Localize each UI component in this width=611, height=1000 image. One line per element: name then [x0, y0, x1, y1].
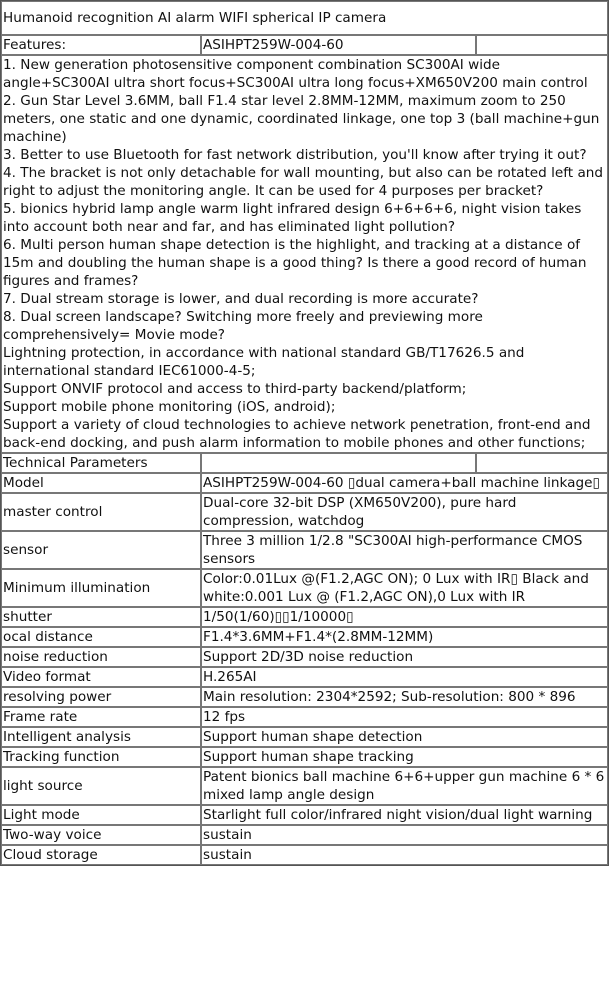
feature-item: 5. bionics hybrid lamp angle warm light infrared design 6+6+6+6, night vision takes into account both near and far, and has eliminated light pollution?	[3, 201, 582, 235]
param-value: H.265AI	[201, 667, 608, 687]
param-row	[1, 747, 608, 767]
param-row	[1, 767, 608, 805]
param-value: sustain	[201, 845, 608, 865]
param-row	[1, 627, 608, 647]
product-title: Humanoid recognition AI alarm WIFI spherical IP camera	[1, 1, 608, 35]
features-list	[1, 55, 608, 453]
param-name: resolving power	[1, 687, 201, 707]
feature-item: Support mobile phone monitoring (iOS, android);	[3, 399, 336, 415]
param-name: Minimum illumination	[1, 569, 201, 607]
param-name: light source	[1, 767, 201, 805]
param-value: Support human shape detection	[201, 727, 608, 747]
param-name: sensor	[1, 531, 201, 569]
param-name: Tracking function	[1, 747, 201, 767]
param-name: master control	[1, 493, 201, 531]
feature-item: Support a variety of cloud technologies to achieve network penetration, front-end and back-end docking, and push alarm information to mobile phones and other functions;	[3, 417, 591, 451]
param-name: Light mode	[1, 805, 201, 825]
param-name: noise reduction	[1, 647, 201, 667]
param-name: Two-way voice	[1, 825, 201, 845]
feature-item: 1. New generation photosensitive component combination SC300AI wide angle+SC300AI ultra short focus+SC300AI ultra long focus+XM650V200 main control	[3, 57, 588, 91]
param-row	[1, 687, 608, 707]
feature-item: 7. Dual stream storage is lower, and dual recording is more accurate?	[3, 291, 479, 307]
param-name: Video format	[1, 667, 201, 687]
param-value: F1.4*3.6MM+F1.4*(2.8MM-12MM)	[201, 627, 608, 647]
param-name: Frame rate	[1, 707, 201, 727]
feature-item: 4. The bracket is not only detachable for wall mounting, but also can be rotated left and right to adjust the monitoring angle. It can be used for 4 purposes per bracket?	[3, 165, 604, 199]
feature-item: Support ONVIF protocol and access to third-party backend/platform;	[3, 381, 467, 397]
empty-cell	[201, 453, 476, 473]
param-name: shutter	[1, 607, 201, 627]
tech-params-label: Technical Parameters	[1, 453, 201, 473]
feature-item: 2. Gun Star Level 3.6MM, ball F1.4 star level 2.8MM-12MM, maximum zoom to 250 meters, one static and one dynamic, coordinated linkage, one top 3 (ball machine+gun machine)	[3, 93, 600, 145]
param-row	[1, 473, 608, 493]
feature-item: 6. Multi person human shape detection is the highlight, and tracking at a distance of 15m and doubling the human shape is a good thing? Is there a good record of human figures and frames?	[3, 237, 587, 289]
param-value: Main resolution: 2304*2592; Sub-resolution: 800 * 896	[201, 687, 608, 707]
param-row	[1, 647, 608, 667]
param-value: Support human shape tracking	[201, 747, 608, 767]
param-row	[1, 531, 608, 569]
param-row	[1, 707, 608, 727]
param-row	[1, 805, 608, 825]
param-name: Intelligent analysis	[1, 727, 201, 747]
features-model: ASIHPT259W-004-60	[201, 35, 476, 55]
empty-cell	[476, 35, 608, 55]
param-name: ocal distance	[1, 627, 201, 647]
param-row	[1, 493, 608, 531]
empty-cell	[476, 453, 608, 473]
features-label: Features:	[1, 35, 201, 55]
param-name: Cloud storage	[1, 845, 201, 865]
param-row	[1, 569, 608, 607]
param-value: 1/50(1/60)▯▯1/10000▯	[201, 607, 608, 627]
param-name: Model	[1, 473, 201, 493]
param-row	[1, 845, 608, 865]
param-value: Support 2D/3D noise reduction	[201, 647, 608, 667]
param-value: 12 fps	[201, 707, 608, 727]
param-value: Color:0.01Lux @(F1.2,AGC ON); 0 Lux with IR▯ Black and white:0.001 Lux @ (F1.2,AGC ON),0 Lux with IR	[201, 569, 608, 607]
param-value: Starlight full color/infrared night vision/dual light warning	[201, 805, 608, 825]
param-row	[1, 825, 608, 845]
param-row	[1, 667, 608, 687]
feature-item: 8. Dual screen landscape? Switching more freely and previewing more comprehensively= Movie mode?	[3, 309, 483, 343]
param-value: Three 3 million 1/2.8 "SC300AI high-performance CMOS sensors	[201, 531, 608, 569]
feature-item: Lightning protection, in accordance with national standard GB/T17626.5 and international standard IEC61000-4-5;	[3, 345, 525, 379]
param-row	[1, 727, 608, 747]
param-value: ASIHPT259W-004-60 ▯dual camera+ball machine linkage▯	[201, 473, 608, 493]
param-value: sustain	[201, 825, 608, 845]
param-value: Dual-core 32-bit DSP (XM650V200), pure hard compression, watchdog	[201, 493, 608, 531]
feature-item: 3. Better to use Bluetooth for fast network distribution, you'll know after trying it out?	[3, 147, 587, 163]
param-row	[1, 607, 608, 627]
param-value: Patent bionics ball machine 6+6+upper gun machine 6 * 6 mixed lamp angle design	[201, 767, 608, 805]
